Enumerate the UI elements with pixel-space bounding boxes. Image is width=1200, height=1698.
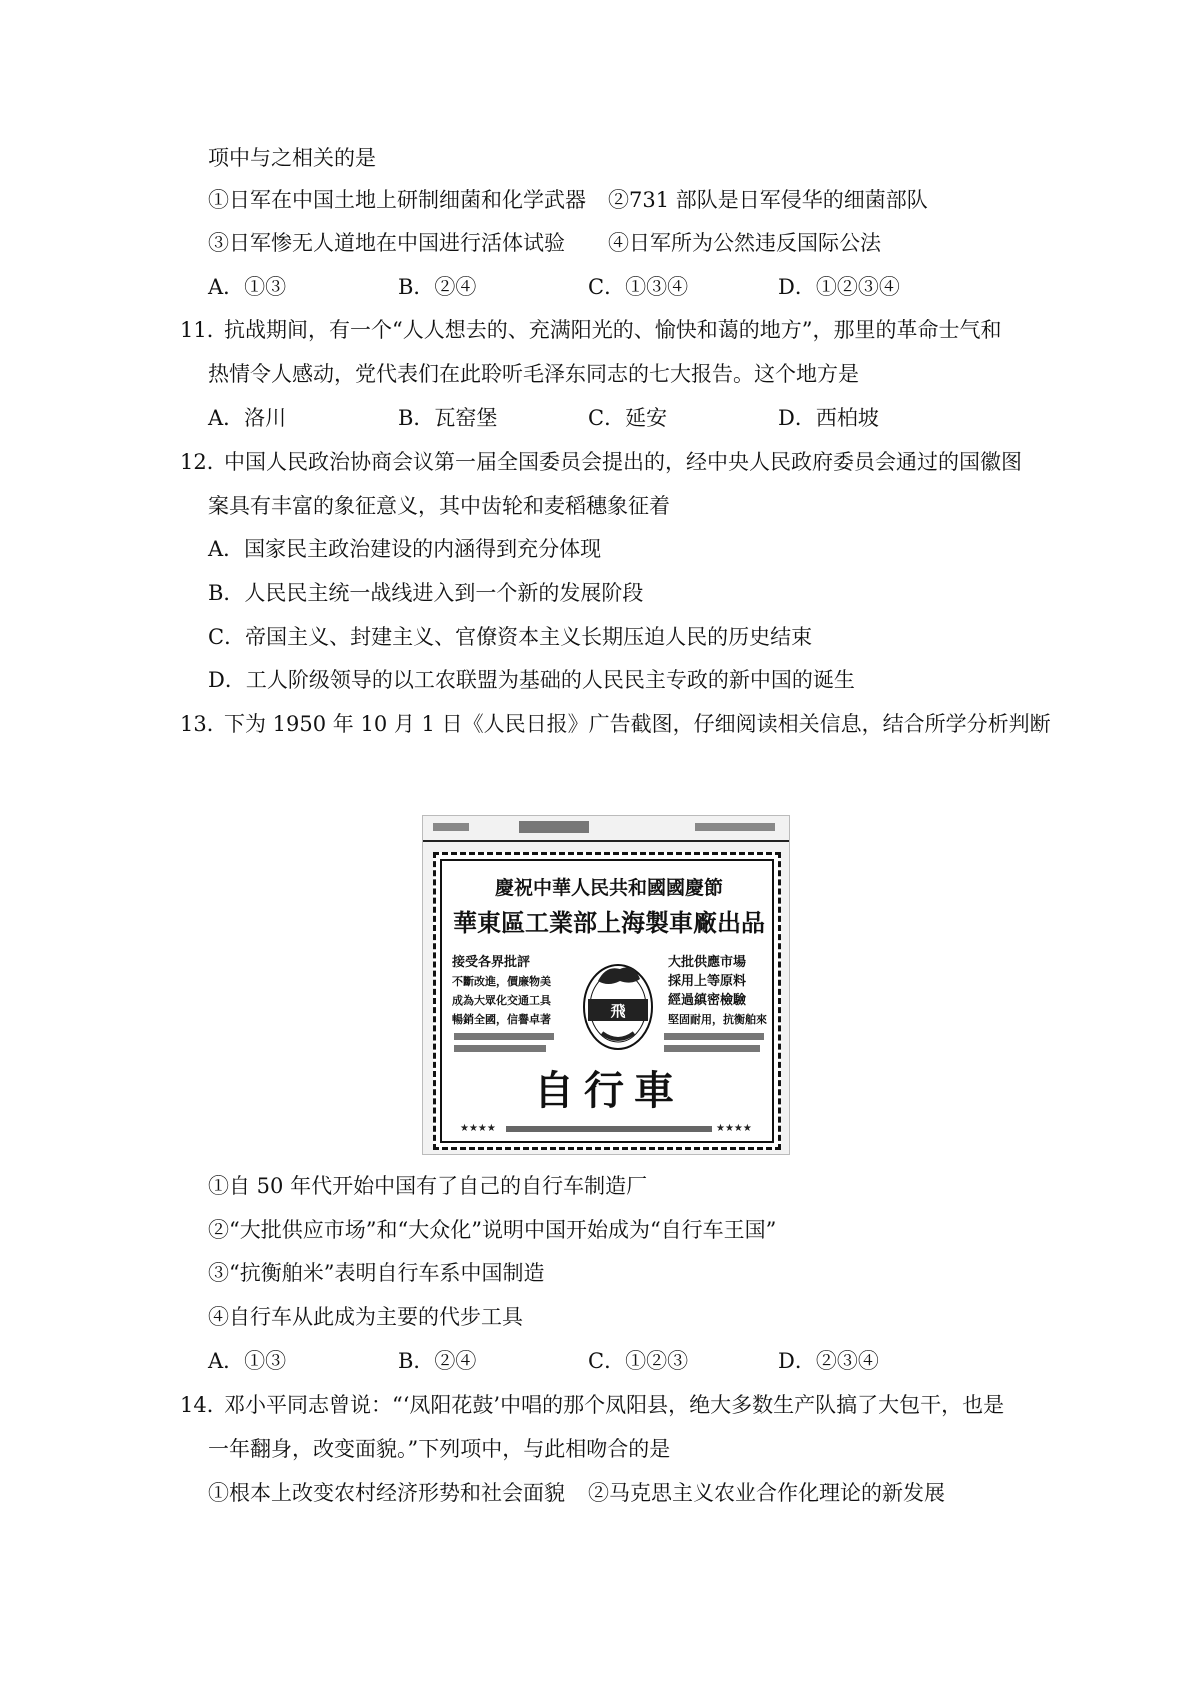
q13-option-c: C．①②③: [588, 1349, 689, 1373]
q10-statement-1: ①日军在中国土地上研制细菌和化学武器: [208, 188, 586, 212]
ad-frame: [433, 852, 781, 1150]
ad-address-right: [664, 1033, 764, 1040]
ad-right-line: 大批供應市場: [668, 955, 747, 970]
q14-stem-line-2: 一年翻身，改变面貌。”下列项中，与此相吻合的是: [208, 1437, 671, 1461]
q10-statement-4: ④日军所为公然违反国际公法: [608, 231, 881, 255]
ad-phone-right: [664, 1045, 760, 1052]
q10-statement-2: ②731 部队是日军侵华的细菌部队: [608, 188, 928, 212]
q13-statement-3: ③“抗衡舶米”表明自行车系中国制造: [208, 1261, 545, 1285]
q13-option-a: A．①③: [208, 1349, 287, 1373]
q14-statement-1: ①根本上改变农村经济形势和社会面貌: [208, 1481, 565, 1505]
ad-left-line: 不斷改進，價廉物美: [452, 975, 551, 988]
ad-right-line: 經過縝密檢驗: [668, 993, 747, 1008]
ad-headline-2: 華東區工業部上海製車廠出品: [453, 909, 765, 937]
q13-number: 13．: [180, 712, 228, 736]
q11-stem-line-1: 抗战期间，有一个“人人想去的、充满阳光的、愉快和蔼的地方”，那里的革命士气和: [224, 318, 1002, 342]
q12-option-b: B．人民民主统一战线进入到一个新的发展阶段: [208, 581, 644, 605]
ad-left-line: 暢銷全國，信譽卓著: [452, 1013, 551, 1026]
ad-product-name: 自行車: [534, 1067, 684, 1114]
q12-number: 12．: [180, 450, 228, 474]
q13-statement-2: ②“大批供应市场”和“大众化”说明中国开始成为“自行车王国”: [208, 1218, 777, 1242]
bicycle-brand-logo-icon: [576, 951, 660, 1055]
ad-right-column: [668, 953, 776, 1029]
ad-phone-left: [454, 1045, 546, 1052]
logo-text: 飛: [610, 1002, 626, 1020]
ad-left-column: [452, 953, 564, 1029]
q10-intro: 项中与之相关的是: [208, 146, 376, 170]
q14-stem-line-1: 邓小平同志曾说：“‘凤阳花鼓’中唱的那个凤阳县，绝大多数生产队搞了大包干，也是: [224, 1393, 1005, 1417]
q12-option-c: C．帝国主义、封建主义、官僚资本主义长期压迫人民的历史结束: [208, 625, 813, 649]
q12-option-a: A．国家民主政治建设的内涵得到充分体现: [208, 537, 602, 561]
q12-stem-line-1: 中国人民政治协商会议第一届全国委员会提出的，经中央人民政府委员会通过的国徽图: [224, 450, 1022, 474]
q11-option-b: B．瓦窑堡: [398, 406, 498, 430]
q13-statement-1: ①自 50 年代开始中国有了自己的自行车制造厂: [208, 1174, 648, 1198]
ad-right-line: 採用上等原料: [668, 974, 747, 989]
ad-address-left: [454, 1033, 554, 1040]
q12-stem-line-2: 案具有丰富的象征意义，其中齿轮和麦稻穗象征着: [208, 494, 670, 518]
q11-option-d: D．西柏坡: [778, 406, 879, 430]
q13-stem-line-1: 下为 1950 年 10 月 1 日《人民日报》广告截图，仔细阅读相关信息，结合所学分析判断: [224, 712, 1051, 736]
q13-statement-4: ④自行车从此成为主要的代步工具: [208, 1305, 523, 1329]
q11-stem-line-2: 热情令人感动，党代表们在此聆听毛泽东同志的七大报告。这个地方是: [208, 362, 859, 386]
q12-option-d: D．工人阶级领导的以工农联盟为基础的人民民主专政的新中国的诞生: [208, 668, 855, 692]
ad-right-line: 堅固耐用，抗衡舶來: [668, 1013, 767, 1026]
q10-statement-3: ③日军惨无人道地在中国进行活体试验: [208, 231, 565, 255]
q10-option-d: D．①②③④: [778, 275, 900, 299]
ad-left-line: 接受各界批評: [452, 955, 531, 970]
ad-left-line: 成為大眾化交通工具: [452, 994, 551, 1007]
q11-number: 11．: [180, 318, 228, 342]
ad-headline-1: 慶祝中華人民共和國國慶節: [494, 877, 723, 899]
q10-option-c: C．①③④: [588, 275, 689, 299]
q10-option-b: B．②④: [398, 275, 477, 299]
q13-option-d: D．②③④: [778, 1349, 879, 1373]
q14-statement-2: ②马克思主义农业合作化理论的新发展: [588, 1481, 945, 1505]
q14-number: 14．: [180, 1393, 228, 1417]
ad-footer-slogan: ★★★★ ★★★★: [460, 1123, 752, 1134]
q13-option-b: B．②④: [398, 1349, 477, 1373]
q11-option-a: A．洛川: [208, 406, 287, 430]
newspaper-ad-image: [422, 815, 790, 1155]
newspaper-masthead: [423, 816, 789, 842]
q11-option-c: C．延安: [588, 406, 668, 430]
q10-option-a: A．①③: [208, 275, 287, 299]
